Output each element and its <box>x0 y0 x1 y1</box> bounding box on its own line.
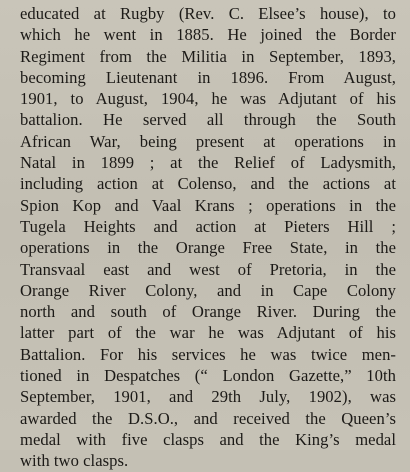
text-line: Tugela Heights and action at Pieters Hill ; <box>20 216 396 236</box>
text-line: Spion Kop and Vaal Krans ; operations in the <box>20 195 396 215</box>
text-line: tioned in Despatches (“ London Gazette,” 10th <box>20 366 396 386</box>
text-line: educated at Rugby (Rev. C. Elsee’s house), to <box>20 4 396 23</box>
text-line: operations in the Orange Free State, in the <box>20 238 396 258</box>
text-line: latter part of the war he was Adjutant of his <box>20 323 396 343</box>
text-line: Natal in 1899 ; at the Relief of Ladysmith, <box>20 153 396 173</box>
text-line: 1901, to August, 1904, he was Adjutant of his <box>20 89 396 109</box>
text-line: which he went in 1885. He joined the Border <box>20 25 396 45</box>
text-line: awarded the D.S.O., and received the Queen’s <box>20 408 396 428</box>
text-line: north and south of Orange River. During the <box>20 302 396 322</box>
text-line-last: with two clasps. <box>20 451 129 471</box>
text-line: including action at Colenso, and the actions at <box>20 174 396 194</box>
text-line: medal with five clasps and the King’s medal <box>20 429 396 449</box>
text-line: Battalion. For his services he was twice men- <box>20 344 396 364</box>
text-line: becoming Lieutenant in 1896. From August, <box>20 67 396 87</box>
text-line: September, 1901, and 29th July, 1902), was <box>20 387 396 407</box>
text-line: Transvaal east and west of Pretoria, in the <box>20 259 396 279</box>
text-line: Orange River Colony, and in Cape Colony <box>20 280 396 300</box>
text-line: Regiment from the Militia in September, 1893, <box>20 46 396 66</box>
text-line: African War, being present at operations in <box>20 131 396 151</box>
text-line: battalion. He served all through the South <box>20 110 396 130</box>
biography-paragraph <box>20 3 396 472</box>
